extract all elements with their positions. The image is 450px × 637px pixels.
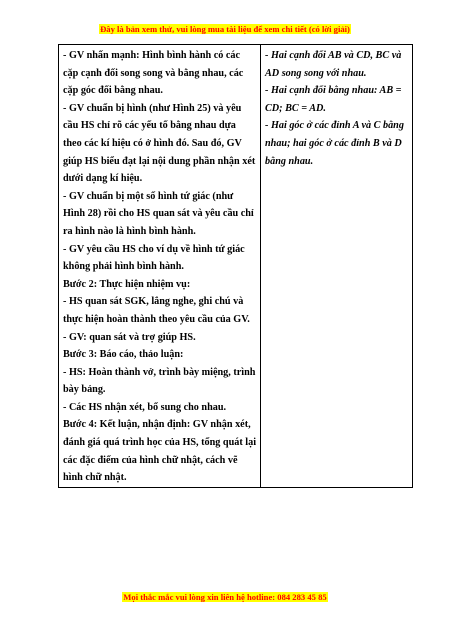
- left-paragraph: - GV chuẩn bị một số hình tứ giác (như Hình 28) rồi cho HS quan sát và yêu cầu chỉ ra hình nào là hình bình hành.: [63, 190, 254, 237]
- right-column-cell: [261, 45, 413, 488]
- content-table: [58, 44, 413, 488]
- right-paragraph: - Hai cạnh đối AB và CD, BC và AD song song với nhau.: [265, 50, 402, 79]
- left-paragraph: - HS quan sát SGK, lắng nghe, ghi chú và thực hiện hoàn thành theo yêu cầu của GV.: [63, 296, 250, 325]
- right-paragraph: - Hai góc ở các đỉnh A và C bằng nhau; hai góc ở các đỉnh B và D bằng nhau.: [265, 120, 404, 167]
- footer-notice: [0, 592, 450, 602]
- left-paragraph: - GV chuẩn bị hình (như Hình 25) và yêu cầu HS chỉ rõ các yếu tố bằng nhau dựa theo các kí hiệu có ở hình đó. Sau đó, GV giúp HS biểu đạt lại nội dung phần nhận xét dưới dạng kí hiệu.: [63, 102, 256, 185]
- left-column-cell: [59, 45, 261, 488]
- header-notice-text: Đây là bản xem thử, vui lòng mua tài liệu để xem chi tiết (có lời giải): [100, 24, 350, 34]
- header-notice: [0, 24, 450, 34]
- footer-notice-text: Mọi thắc mắc vui lòng xin liên hệ hotline: 084 283 45 85: [123, 592, 327, 602]
- left-paragraph: - Các HS nhận xét, bổ sung cho nhau.: [63, 401, 227, 413]
- right-paragraph: - Hai cạnh đối bằng nhau: AB = CD; BC = AD.: [265, 85, 402, 114]
- step-heading: Bước 3: Báo cáo, thảo luận:: [63, 349, 184, 361]
- step-heading: Bước 2: Thực hiện nhiệm vụ:: [63, 278, 191, 290]
- left-paragraph: - GV yêu cầu HS cho ví dụ về hình tứ giác không phải hình bình hành.: [63, 243, 245, 273]
- left-paragraph: - HS: Hoàn thành vở, trình bày miệng, trình bày bảng.: [63, 366, 256, 396]
- left-paragraph: - GV nhấn mạnh: Hình bình hành có các cặp cạnh đối song song và bằng nhau, các cặp góc đối bằng nhau.: [63, 50, 244, 97]
- step-heading: Bước 4: Kết luận, nhận định: GV nhận xét, đánh giá quá trình học của HS, tổng quát lại các đặc điểm của hình chữ nhật, cách vẽ hình chữ nhật.: [63, 419, 257, 484]
- left-paragraph: - GV: quan sát và trợ giúp HS.: [63, 331, 196, 343]
- table-row: [59, 45, 413, 488]
